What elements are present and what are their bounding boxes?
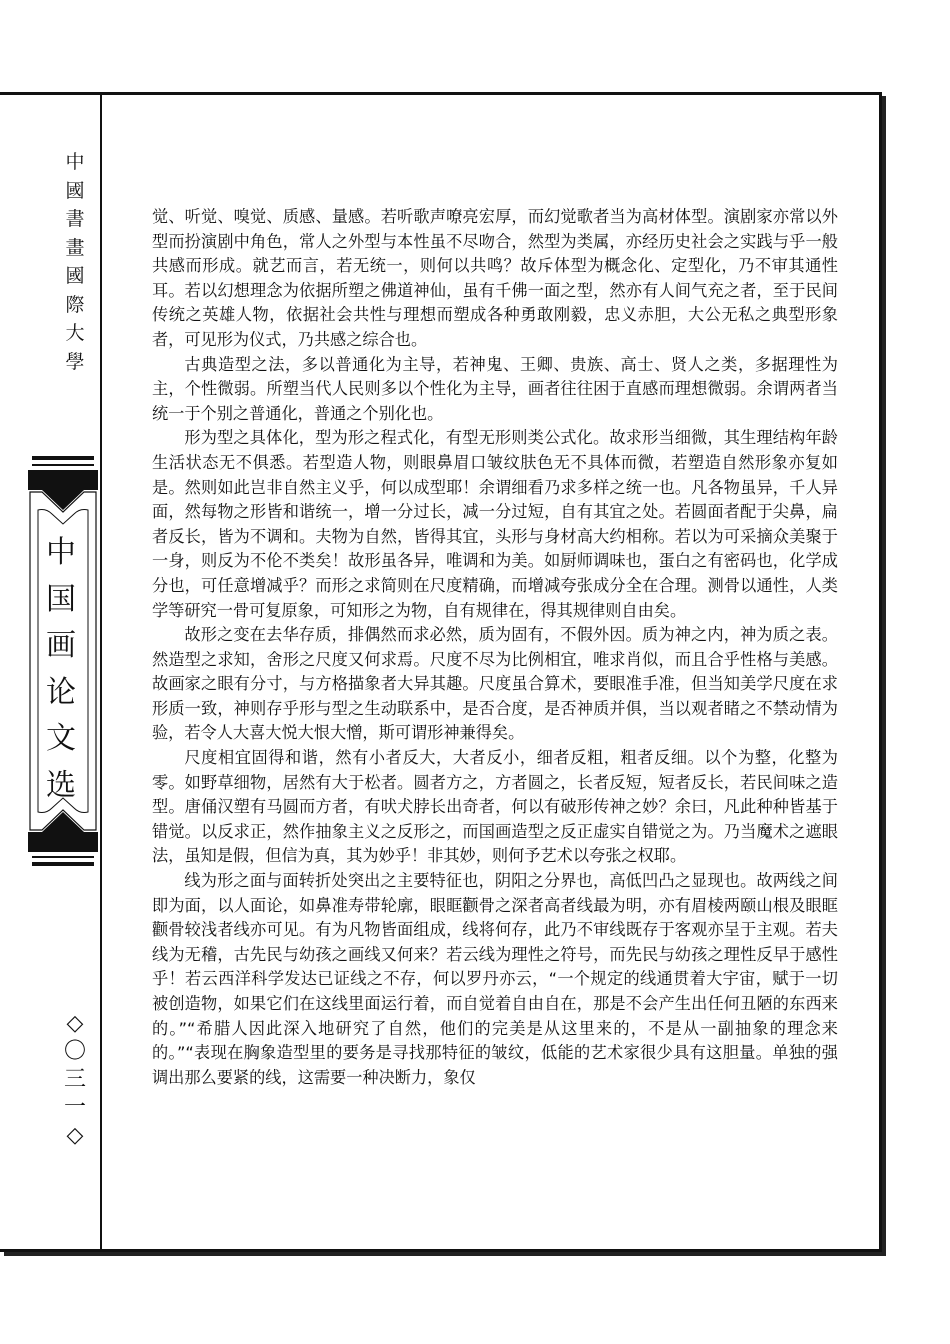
paragraph: 尺度相宜固得和谐，然有小者反大，大者反小，细者反粗，粗者反细。以个为整，化整为零。如野草细物，居然有大于松者。圆者方之，方者圆之，长者反短，短者反长，若民间味之造型。唐俑汉塑有马圆而方者，有吠犬脖长出奇者，何以有破形传神之妙？余曰，凡此种种皆基于错觉。以反求正，然作抽象主义之反形之，而国画造型之反正虚实自错觉之为。乃当魔术之遮眼法，虽知是假，但信为真，其为妙乎！非其妙，则何予艺术以夸张之权耶。 (152, 748, 838, 866)
paragraph: 线为形之面与面转折处突出之主要特征也，阴阳之分界也，高低凹凸之显现也。故两线之间即为面，以人面论，如鼻准寿带轮廓，眼眶颧骨之深者高者线最为明，亦有眉棱两颐山根及眼眶颧骨较浅者线亦可见。有为凡物皆面组成，线将何存，此乃不审线既存于客观亦呈于主观。若夫线为无稽，古先民与幼孩之画线又何来？若云线为理性之符号，而先民与幼孩之理性反早于感性乎！若云西洋科学发达已证线之不存，何以罗丹亦云，“一个规定的线通贯着大宇宙，赋于一切被创造物，如果它们在这线里面运行着，而自觉着自由自在，那是不会产生出任何丑陋的东西来的。”“希腊人因此深入地研究了自然，他们的完美是从这里来的，不是从一副抽象的理念来的。”“表现在胸象造型里的要务是寻找那特征的皱纹，低能的艺术家很少具有这胆量。单独的强调出那么要紧的线，这需要一种决断力，象仅 (152, 871, 838, 1087)
series-title: 中國書畫國際大學 (65, 151, 85, 373)
frame-shadow-bottom (4, 1252, 886, 1256)
paragraph: 故形之变在去华存质，排偶然而求必然，质为固有，不假外因。质为神之内，神为质之表。然造型之求知，舍形之尺度又何求焉。尺度不尽为比例相宜，唯求肖似，而且合乎性格与美感。故画家之眼有分寸，与方格描象者大异其趣。尺度虽合算术，要眼准手准，但当知美学尺度在求形质一致，神则存乎形与型之生动联系中，是否合度，是否神质并俱，当以观者睹之不禁动情为验，若令人大喜大悦大恨大憎，斯可谓形神兼得矣。 (152, 625, 838, 743)
paragraph: 形为型之具体化，型为形之程式化，有型无形则类公式化。故求形当细微，其生理结构年龄生活状态无不俱悉。若型造人物，则眼鼻眉口皱纹肤色无不具体而微，若塑造自然形象亦复如是。然则如此岂非自然主义乎，何以成型耶！余谓细看乃求多样之统一也。凡各物虽异，千人异面，然每物之形皆和谐统一，增一分过长，减一分过短，自有其宜之处。若圆面者配于尖鼻，扁者反长，皆为不调和。夫物为自然，皆得其宜，头形与身材高大约相称。若以为可采摘众美聚于一身，则反为不伦不类矣！故形虽各异，唯调和为美。如厨师调味也，蛋白之有密码也，化学成分也，可任意增减乎？而形之求简则在尺度精确，而增减夸张成分全在合理。测骨以通性，人类学等研究一骨可复原象，可知形之为物，自有规律在，得其规律则自由矣。 (152, 428, 838, 620)
page-number: ◇〇三一◇ (63, 1011, 86, 1148)
frame-shadow-right (882, 96, 886, 1256)
paragraph: 觉、听觉、嗅觉、质感、量感。若听歌声嘹亮宏厚，而幻觉歌者当为高材体型。演剧家亦常以外型而扮演剧中角色，常人之外型与本性虽不尽吻合，然型为类属，亦经历史社会之实践与乎一般共感而形成。就艺而言，若无统一，则何以共鸣？故斥体型为概念化、定型化，乃不审其通性耳。若以幻想理念为依据所塑之佛道神仙，虽有千佛一面之型，然亦有人间气充之者，至于民间传统之英雄人物，依据社会共性与理想而塑成各种勇敢刚毅，忠义赤胆，大公无私之典型形象者，可见形为仪式，乃共感之综合也。 (152, 207, 838, 349)
paragraph: 古典造型之法，多以普通化为主导，若神鬼、王卿、贵族、高士、贤人之类，多据理性为主，个性微弱。所塑当代人民则多以个性化为主导，画者往往困于直感而理想微弱。余谓两者当统一于个别之普通化，普通之个别化也。 (152, 354, 838, 423)
body-text (152, 205, 838, 1090)
book-title: 中国画论文选 (46, 535, 76, 803)
